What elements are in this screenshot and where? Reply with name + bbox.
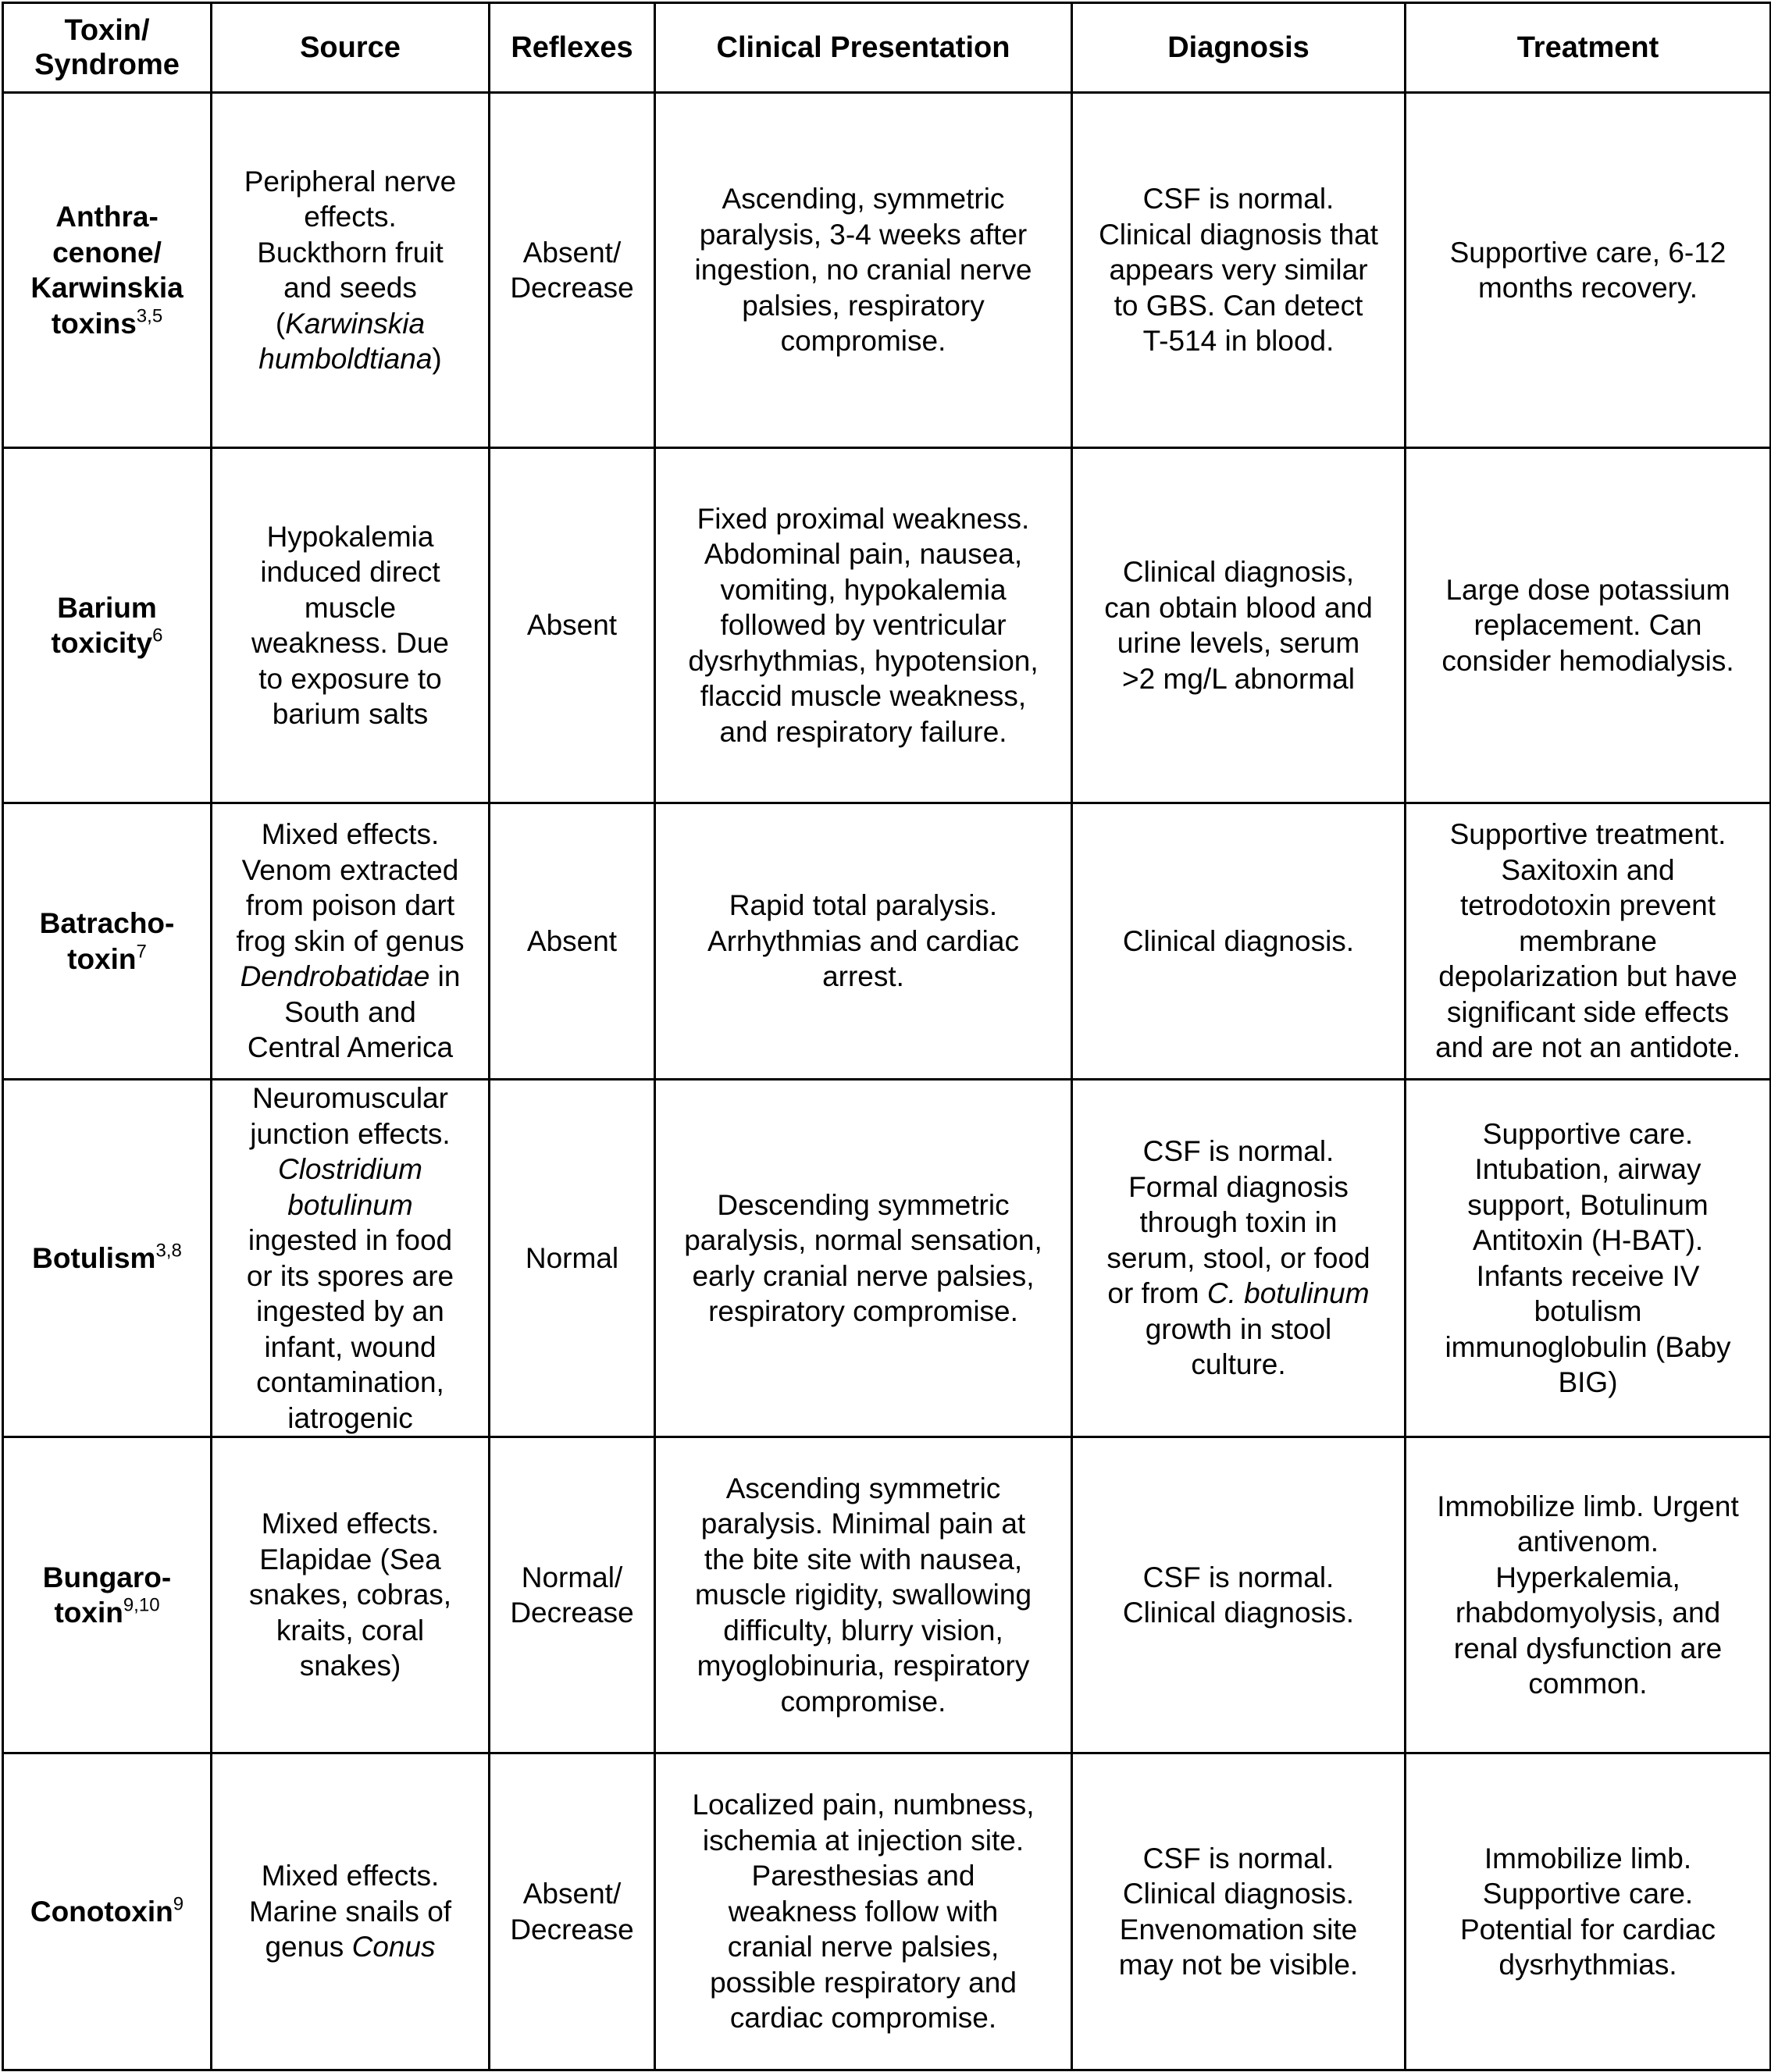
header-reflexes: Reflexes bbox=[490, 3, 655, 93]
toxin-name-cell: Batracho- toxin$^7$ bbox=[3, 803, 212, 1080]
table-row bbox=[3, 803, 1771, 1080]
toxin-syndrome-table bbox=[2, 2, 1771, 2071]
header-source: Source bbox=[212, 3, 490, 93]
reference-superscript: 9,10 bbox=[123, 1594, 160, 1616]
toxin-name-cell: Bungaro- toxin$^{9,10}$ bbox=[3, 1437, 212, 1753]
reflexes-cell: Normal/ Decrease bbox=[490, 1437, 655, 1753]
table-row bbox=[3, 1753, 1771, 2070]
table-row bbox=[3, 93, 1771, 448]
reflexes-cell: Absent bbox=[490, 448, 655, 803]
source-cell: Mixed effects. Elapidae (Sea snakes, cobras, kraits, coral snakes) bbox=[212, 1437, 490, 1753]
source-cell: Mixed effects. Venom extracted from poison dart frog skin of genus Dendrobatidae in South and Central America bbox=[212, 803, 490, 1080]
reference-superscript: 3,8 bbox=[155, 1240, 182, 1262]
header-toxin-syndrome: Toxin/ Syndrome bbox=[3, 3, 212, 93]
toxin-name-cell: Conotoxin$^9$ bbox=[3, 1753, 212, 2070]
source-cell: Hypokalemia induced direct muscle weakness. Due to exposure to barium salts bbox=[212, 448, 490, 803]
reflexes-cell: Normal bbox=[490, 1080, 655, 1437]
reflexes-cell: Absent/ Decrease bbox=[490, 1753, 655, 2070]
treatment-cell: Immobilize limb. Urgent antivenom. Hyperkalemia, rhabdomyolysis, and renal dysfunction are common. bbox=[1406, 1437, 1771, 1753]
reference-superscript: 3,5 bbox=[136, 305, 163, 327]
clinical-presentation-cell: Ascending, symmetric paralysis, 3-4 weeks after ingestion, no cranial nerve palsies, respiratory compromise. bbox=[655, 93, 1072, 448]
reference-superscript: 9 bbox=[173, 1893, 184, 1915]
treatment-cell: Supportive care. Intubation, airway support, Botulinum Antitoxin (H-BAT). Infants receive IV botulism immunoglobulin (Baby BIG) bbox=[1406, 1080, 1771, 1437]
reference-superscript: 6 bbox=[152, 625, 163, 646]
clinical-presentation-cell: Ascending symmetric paralysis. Minimal pain at the bite site with nausea, muscle rigidity, swallowing difficulty, blurry vision, myoglobinuria, respiratory compromise. bbox=[655, 1437, 1072, 1753]
table-row bbox=[3, 1437, 1771, 1753]
table-row bbox=[3, 1080, 1771, 1437]
source-cell: Mixed effects. Marine snails of genus Conus bbox=[212, 1753, 490, 2070]
source-cell: Neuromuscular junction effects. Clostridium botulinum ingested in food or its spores are ingested by an infant, wound contamination, iatrogenic bbox=[212, 1080, 490, 1437]
header-clinical-presentation: Clinical Presentation bbox=[655, 3, 1072, 93]
treatment-cell: Immobilize limb. Supportive care. Potential for cardiac dysrhythmias. bbox=[1406, 1753, 1771, 2070]
reference-superscript: 7 bbox=[136, 941, 147, 963]
clinical-presentation-cell: Rapid total paralysis. Arrhythmias and cardiac arrest. bbox=[655, 803, 1072, 1080]
header-row bbox=[3, 3, 1771, 93]
toxin-name-cell: Botulism$^{3,8}$ bbox=[3, 1080, 212, 1437]
source-cell: Peripheral nerve effects. Buckthorn fruit and seeds (Karwinskia humboldtiana) bbox=[212, 93, 490, 448]
reflexes-cell: Absent/ Decrease bbox=[490, 93, 655, 448]
table-row bbox=[3, 448, 1771, 803]
header-diagnosis: Diagnosis bbox=[1072, 3, 1406, 93]
diagnosis-cell: CSF is normal. Clinical diagnosis. Envenomation site may not be visible. bbox=[1072, 1753, 1406, 2070]
treatment-cell: Supportive care, 6-12 months recovery. bbox=[1406, 93, 1771, 448]
toxin-name-cell: Anthra- cenone/ Karwinskia toxins$^{3,5}$ bbox=[3, 93, 212, 448]
diagnosis-cell: CSF is normal. Formal diagnosis through toxin in serum, stool, or food or from C. botulinum growth in stool culture. bbox=[1072, 1080, 1406, 1437]
diagnosis-cell: CSF is normal. Clinical diagnosis. bbox=[1072, 1437, 1406, 1753]
diagnosis-cell: Clinical diagnosis. bbox=[1072, 803, 1406, 1080]
header-treatment: Treatment bbox=[1406, 3, 1771, 93]
clinical-presentation-cell: Localized pain, numbness, ischemia at injection site. Paresthesias and weakness follow with cranial nerve palsies, possible respiratory and cardiac compromise. bbox=[655, 1753, 1072, 2070]
toxin-name-cell: Barium toxicity$^6$ bbox=[3, 448, 212, 803]
clinical-presentation-cell: Descending symmetric paralysis, normal sensation, early cranial nerve palsies, respiratory compromise. bbox=[655, 1080, 1072, 1437]
clinical-presentation-cell: Fixed proximal weakness. Abdominal pain, nausea, vomiting, hypokalemia followed by ventricular dysrhythmias, hypotension, flaccid muscle weakness, and respiratory failure. bbox=[655, 448, 1072, 803]
treatment-cell: Large dose potassium replacement. Can consider hemodialysis. bbox=[1406, 448, 1771, 803]
reflexes-cell: Absent bbox=[490, 803, 655, 1080]
treatment-cell: Supportive treatment. Saxitoxin and tetrodotoxin prevent membrane depolarization but have significant side effects and are not an antidote. bbox=[1406, 803, 1771, 1080]
diagnosis-cell: Clinical diagnosis, can obtain blood and urine levels, serum >2 mg/L abnormal bbox=[1072, 448, 1406, 803]
diagnosis-cell: CSF is normal. Clinical diagnosis that appears very similar to GBS. Can detect T-514 in blood. bbox=[1072, 93, 1406, 448]
